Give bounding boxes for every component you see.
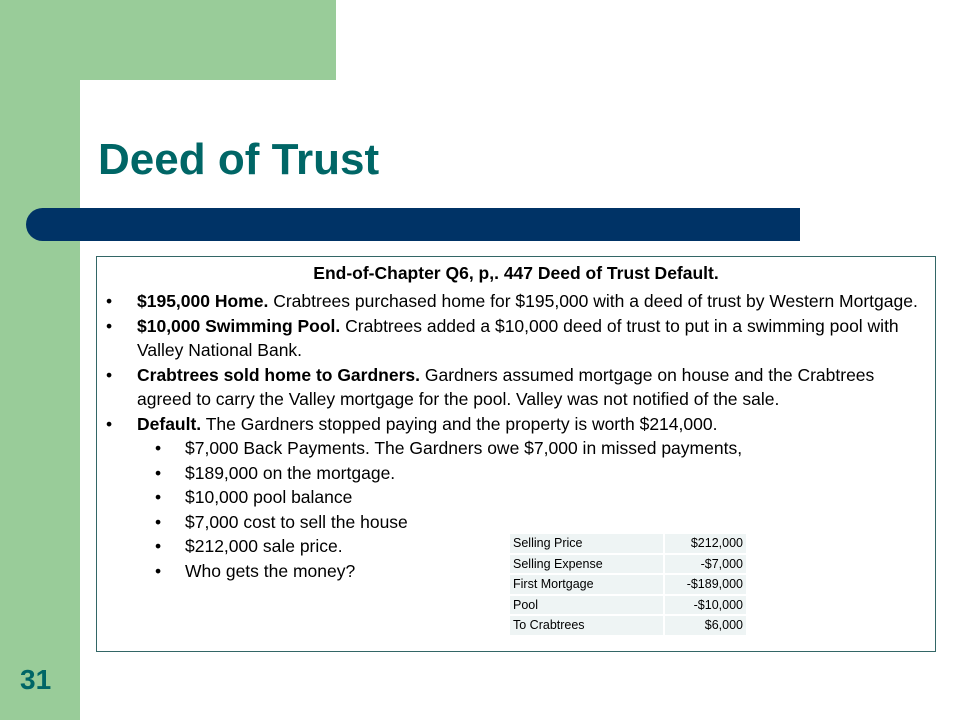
bullet-text: Gardners assumed mortgage on house and the Crabtrees agreed to carry the Valley mortgage for the pool. Valley was not notified of the sale. <box>137 364 875 409</box>
sub-bullet-item: • $7,000 Back Payments. The Gardners owe $7,000 in missed payments, <box>97 436 927 461</box>
row-value: -$7,000 <box>664 554 747 575</box>
bullet-item <box>97 363 927 412</box>
row-label: Pool <box>510 595 664 616</box>
bullet-bold: Default. <box>137 413 202 434</box>
table-row <box>510 574 747 595</box>
sub-bullet-item: • Who gets the money? <box>97 559 927 584</box>
table-row <box>510 534 747 554</box>
title-underline-bar <box>26 208 800 241</box>
slide-number: 31 <box>20 664 52 695</box>
row-label: Selling Price <box>510 534 664 554</box>
green-top-band <box>0 0 336 80</box>
sub-bullet-item: • $189,000 on the mortgage. <box>97 461 927 486</box>
bullet-bold: $10,000 Swimming Pool. <box>137 315 341 336</box>
row-value: $212,000 <box>664 534 747 554</box>
row-value: -$189,000 <box>664 574 747 595</box>
bullet-item <box>97 314 927 363</box>
bullet-bold: $195,000 Home. <box>137 291 269 311</box>
proceeds-table <box>510 534 748 637</box>
green-side-band <box>0 0 80 720</box>
table-row <box>510 595 747 616</box>
table-row <box>510 615 747 636</box>
row-label: Selling Expense <box>510 554 664 575</box>
row-label: First Mortgage <box>510 574 664 595</box>
row-label: To Crabtrees <box>510 615 664 636</box>
slide-title: Deed of Trust <box>98 135 380 184</box>
bullet-text: Crabtrees purchased home for $195,000 with a deed of trust by Western Mortgage. <box>268 291 918 311</box>
bullet-text: The Gardners stopped paying and the property is worth $214,000. <box>201 413 718 434</box>
row-value: $6,000 <box>664 615 747 636</box>
table-row <box>510 554 747 575</box>
bullet-bold: Crabtrees sold home to Gardners. <box>137 364 420 385</box>
content-heading: End-of-Chapter Q6, p,. 447 Deed of Trust Default. <box>313 263 719 283</box>
row-value: -$10,000 <box>664 595 747 616</box>
sub-bullet-item: • $10,000 pool balance <box>97 485 927 510</box>
bullet-item <box>97 289 927 314</box>
sub-bullet-item: • $212,000 sale price. <box>97 534 927 559</box>
bullet-item <box>97 412 927 437</box>
sub-bullet-item: • $7,000 cost to sell the house <box>97 510 927 535</box>
bullet-text: Crabtrees added a $10,000 deed of trust to put in a swimming pool with Valley National Bank. <box>137 315 899 360</box>
